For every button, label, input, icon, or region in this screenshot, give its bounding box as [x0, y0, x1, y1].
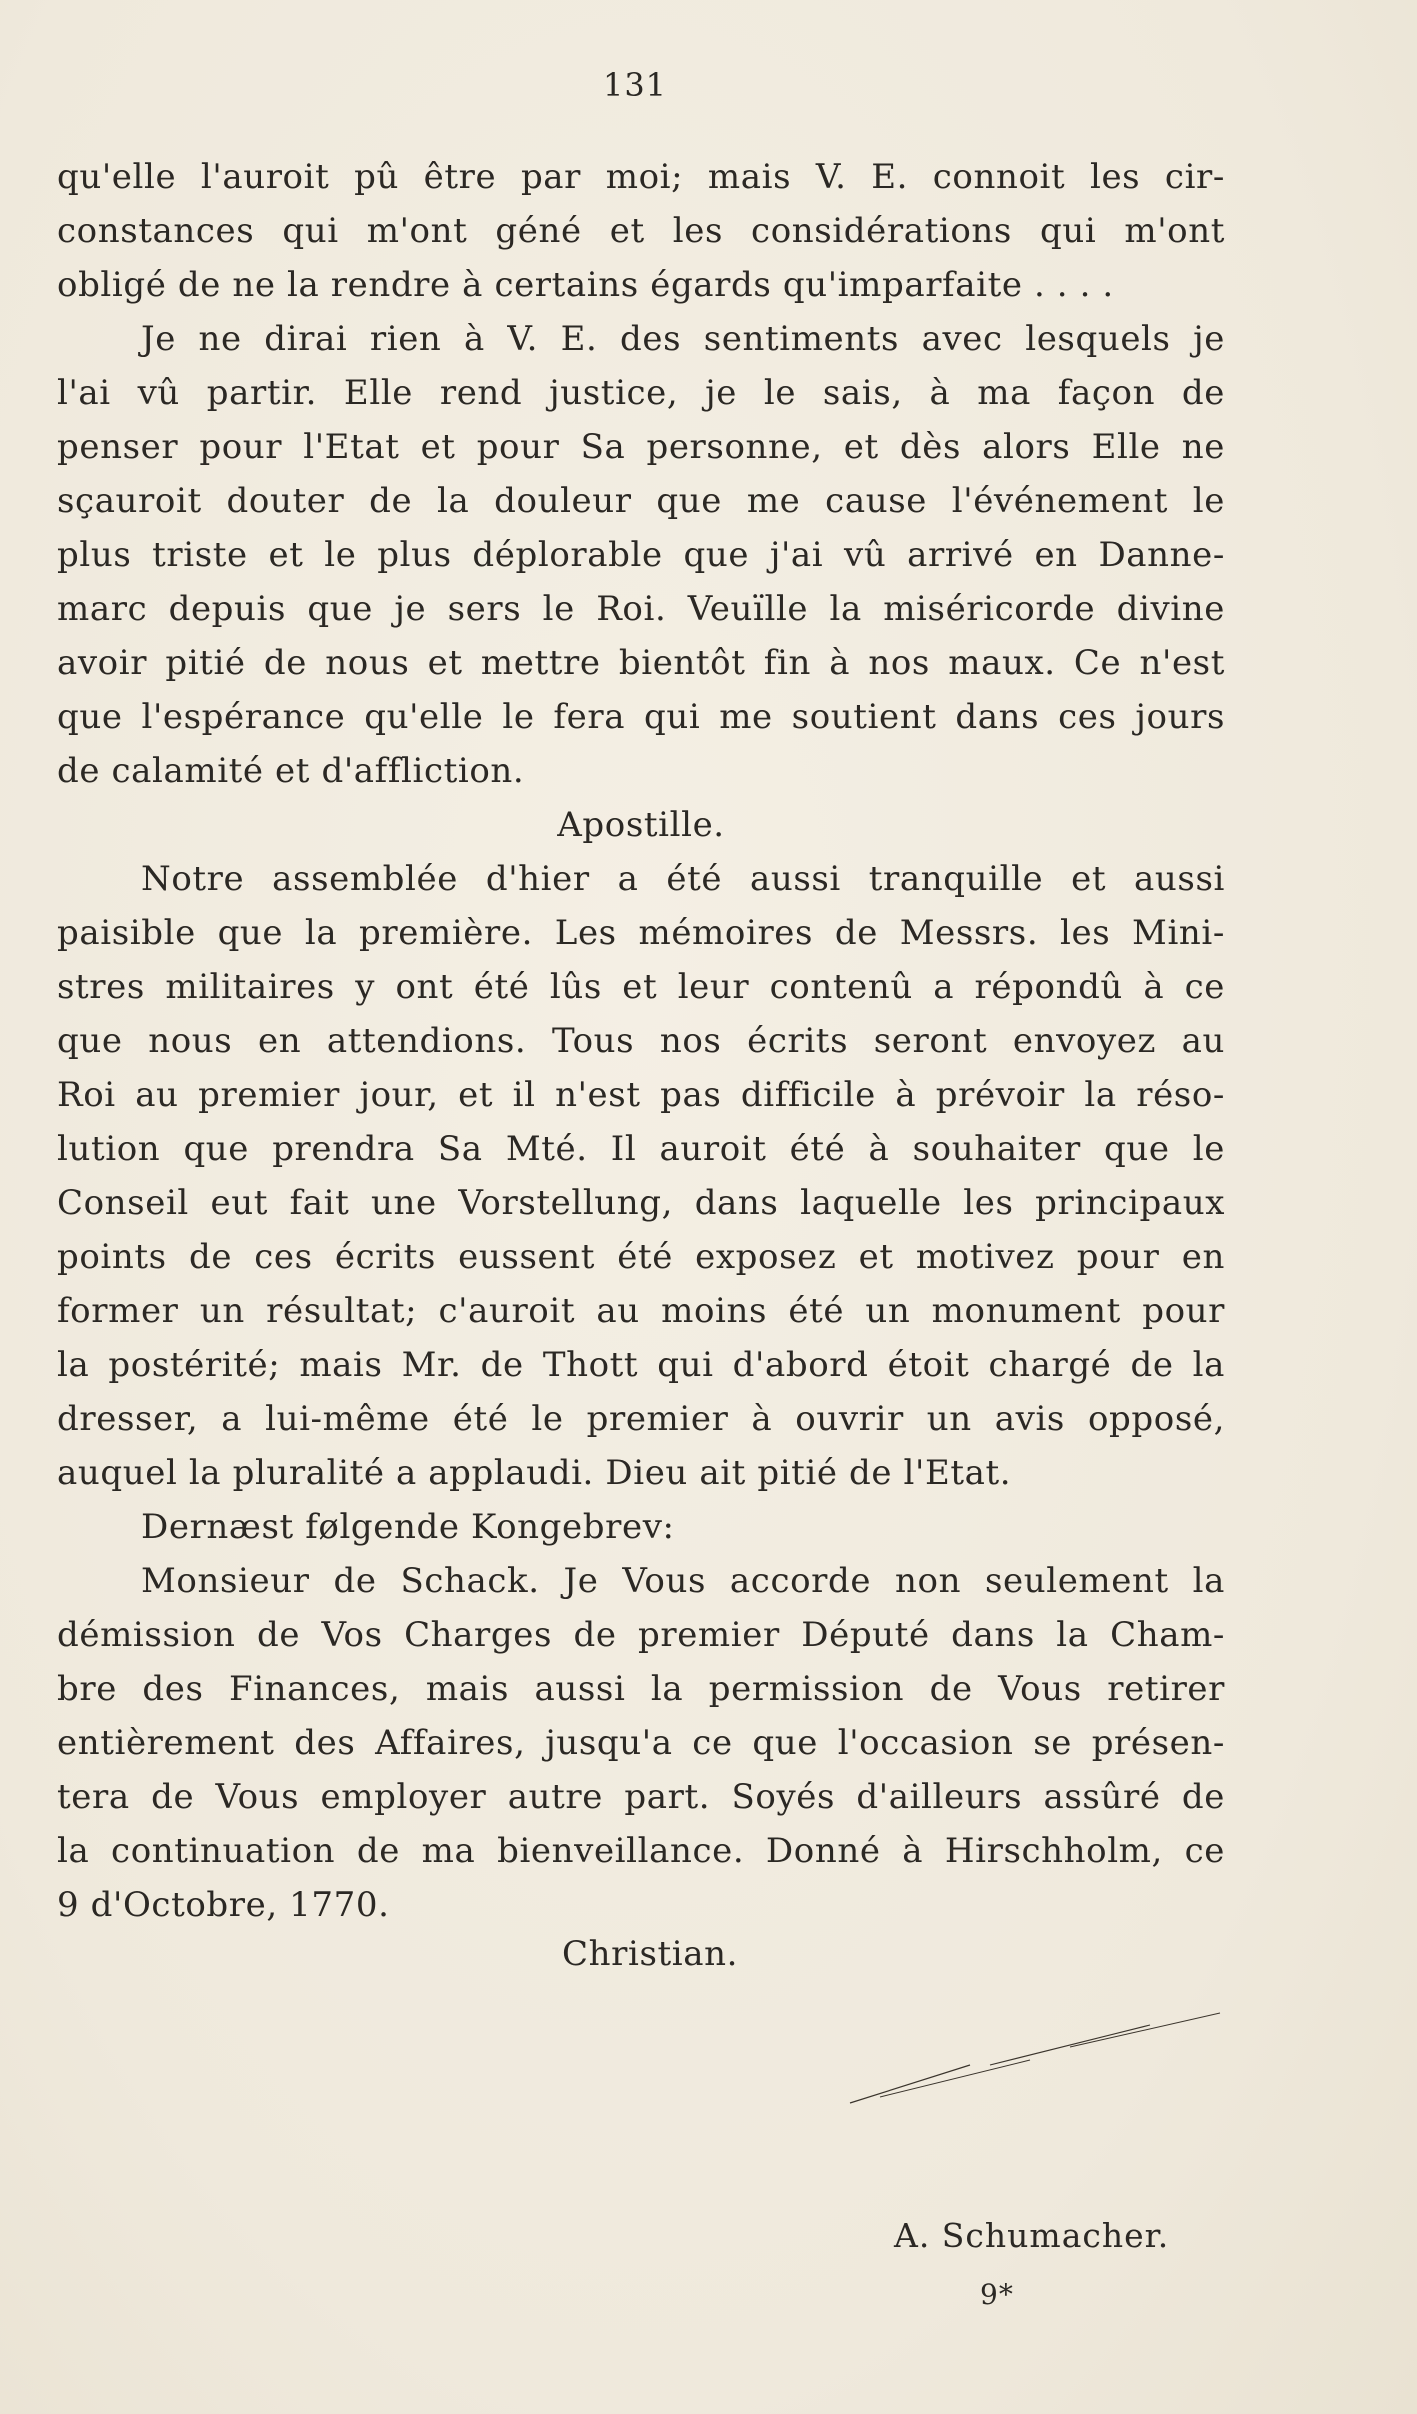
text-line: la continuation de ma bienveillance. Donné à Hirschholm, ce: [57, 1831, 1225, 1871]
text-line: 9 d'Octobre, 1770.: [57, 1885, 390, 1925]
text-line: bre des Finances, mais aussi la permission de Vous retirer: [57, 1669, 1225, 1709]
signature-mark: 9*: [980, 2278, 1014, 2311]
text-line: marc depuis que je sers le Roi. Veuïlle la miséricorde divine: [57, 589, 1225, 629]
text-line: l'ai vû partir. Elle rend justice, je le sais, à ma façon de: [57, 373, 1225, 413]
text-line: la postérité; mais Mr. de Thott qui d'abord étoit chargé de la: [57, 1345, 1225, 1385]
paragraph-5: [57, 1554, 1225, 1932]
text-line: plus triste et le plus déplorable que j'ai vû arrivé en Danne-: [57, 535, 1225, 575]
paragraph-1: [57, 150, 1225, 312]
text-line: entièrement des Affaires, jusqu'a ce que l'occasion se présen-: [57, 1723, 1225, 1763]
text-line: constances qui m'ont géné et les considérations qui m'ont: [57, 211, 1225, 251]
text-line: que l'espérance qu'elle le fera qui me soutient dans ces jours: [57, 697, 1225, 737]
text-line: Notre assemblée d'hier a été aussi tranquille et aussi: [141, 859, 1225, 899]
paragraph-2: [57, 312, 1225, 798]
apostille-heading: Apostille.: [557, 805, 725, 845]
text-line: Je ne dirai rien à V. E. des sentiments avec lesquels je: [141, 319, 1225, 359]
text-line: former un résultat; c'auroit au moins été un monument pour: [57, 1291, 1225, 1331]
text-line: stres militaires y ont été lûs et leur contenû a répondû à ce: [57, 967, 1225, 1007]
text-line: auquel la pluralité a applaudi. Dieu ait pitié de l'Etat.: [57, 1453, 1012, 1493]
text-line: sçauroit douter de la douleur que me cause l'événement le: [57, 481, 1225, 521]
text-line: tera de Vous employer autre part. Soyés d'ailleurs assûré de: [57, 1777, 1225, 1817]
text-line: Monsieur de Schack. Je Vous accorde non seulement la: [141, 1561, 1225, 1601]
paragraph-3: [57, 852, 1225, 1500]
body-text: [57, 150, 1225, 1932]
text-line: avoir pitié de nous et mettre bientôt fin à nos maux. Ce n'est: [57, 643, 1225, 683]
text-line: que nous en attendions. Tous nos écrits seront envoyez au: [57, 1021, 1225, 1061]
text-line: points de ces écrits eussent été exposez et motivez pour en: [57, 1237, 1225, 1277]
royal-signature: Christian.: [562, 1934, 738, 1974]
paragraph-4: [57, 1500, 1225, 1554]
page-number: 131: [602, 66, 668, 104]
text-line: de calamité et d'affliction.: [57, 751, 525, 791]
text-line: Dernæst følgende Kongebrev:: [141, 1507, 675, 1547]
text-line: Conseil eut fait une Vorstellung, dans laquelle les principaux: [57, 1183, 1225, 1223]
text-line: penser pour l'Etat et pour Sa personne, et dès alors Elle ne: [57, 427, 1225, 467]
text-line: Roi au premier jour, et il n'est pas difficile à prévoir la réso-: [57, 1075, 1225, 1115]
text-line: démission de Vos Charges de premier Député dans la Cham-: [57, 1615, 1225, 1655]
text-line: lution que prendra Sa Mté. Il auroit été à souhaiter que le: [57, 1129, 1225, 1169]
text-line: qu'elle l'auroit pû être par moi; mais V. E. connoit les cir-: [57, 157, 1225, 197]
text-line: obligé de ne la rendre à certains égards qu'imparfaite . . . .: [57, 265, 1114, 305]
pen-stroke-mark: [820, 2005, 1240, 2115]
text-line: paisible que la première. Les mémoires de Messrs. les Mini-: [57, 913, 1225, 953]
editor-name: A. Schumacher.: [894, 2216, 1170, 2255]
text-line: dresser, a lui-même été le premier à ouvrir un avis opposé,: [57, 1399, 1225, 1439]
